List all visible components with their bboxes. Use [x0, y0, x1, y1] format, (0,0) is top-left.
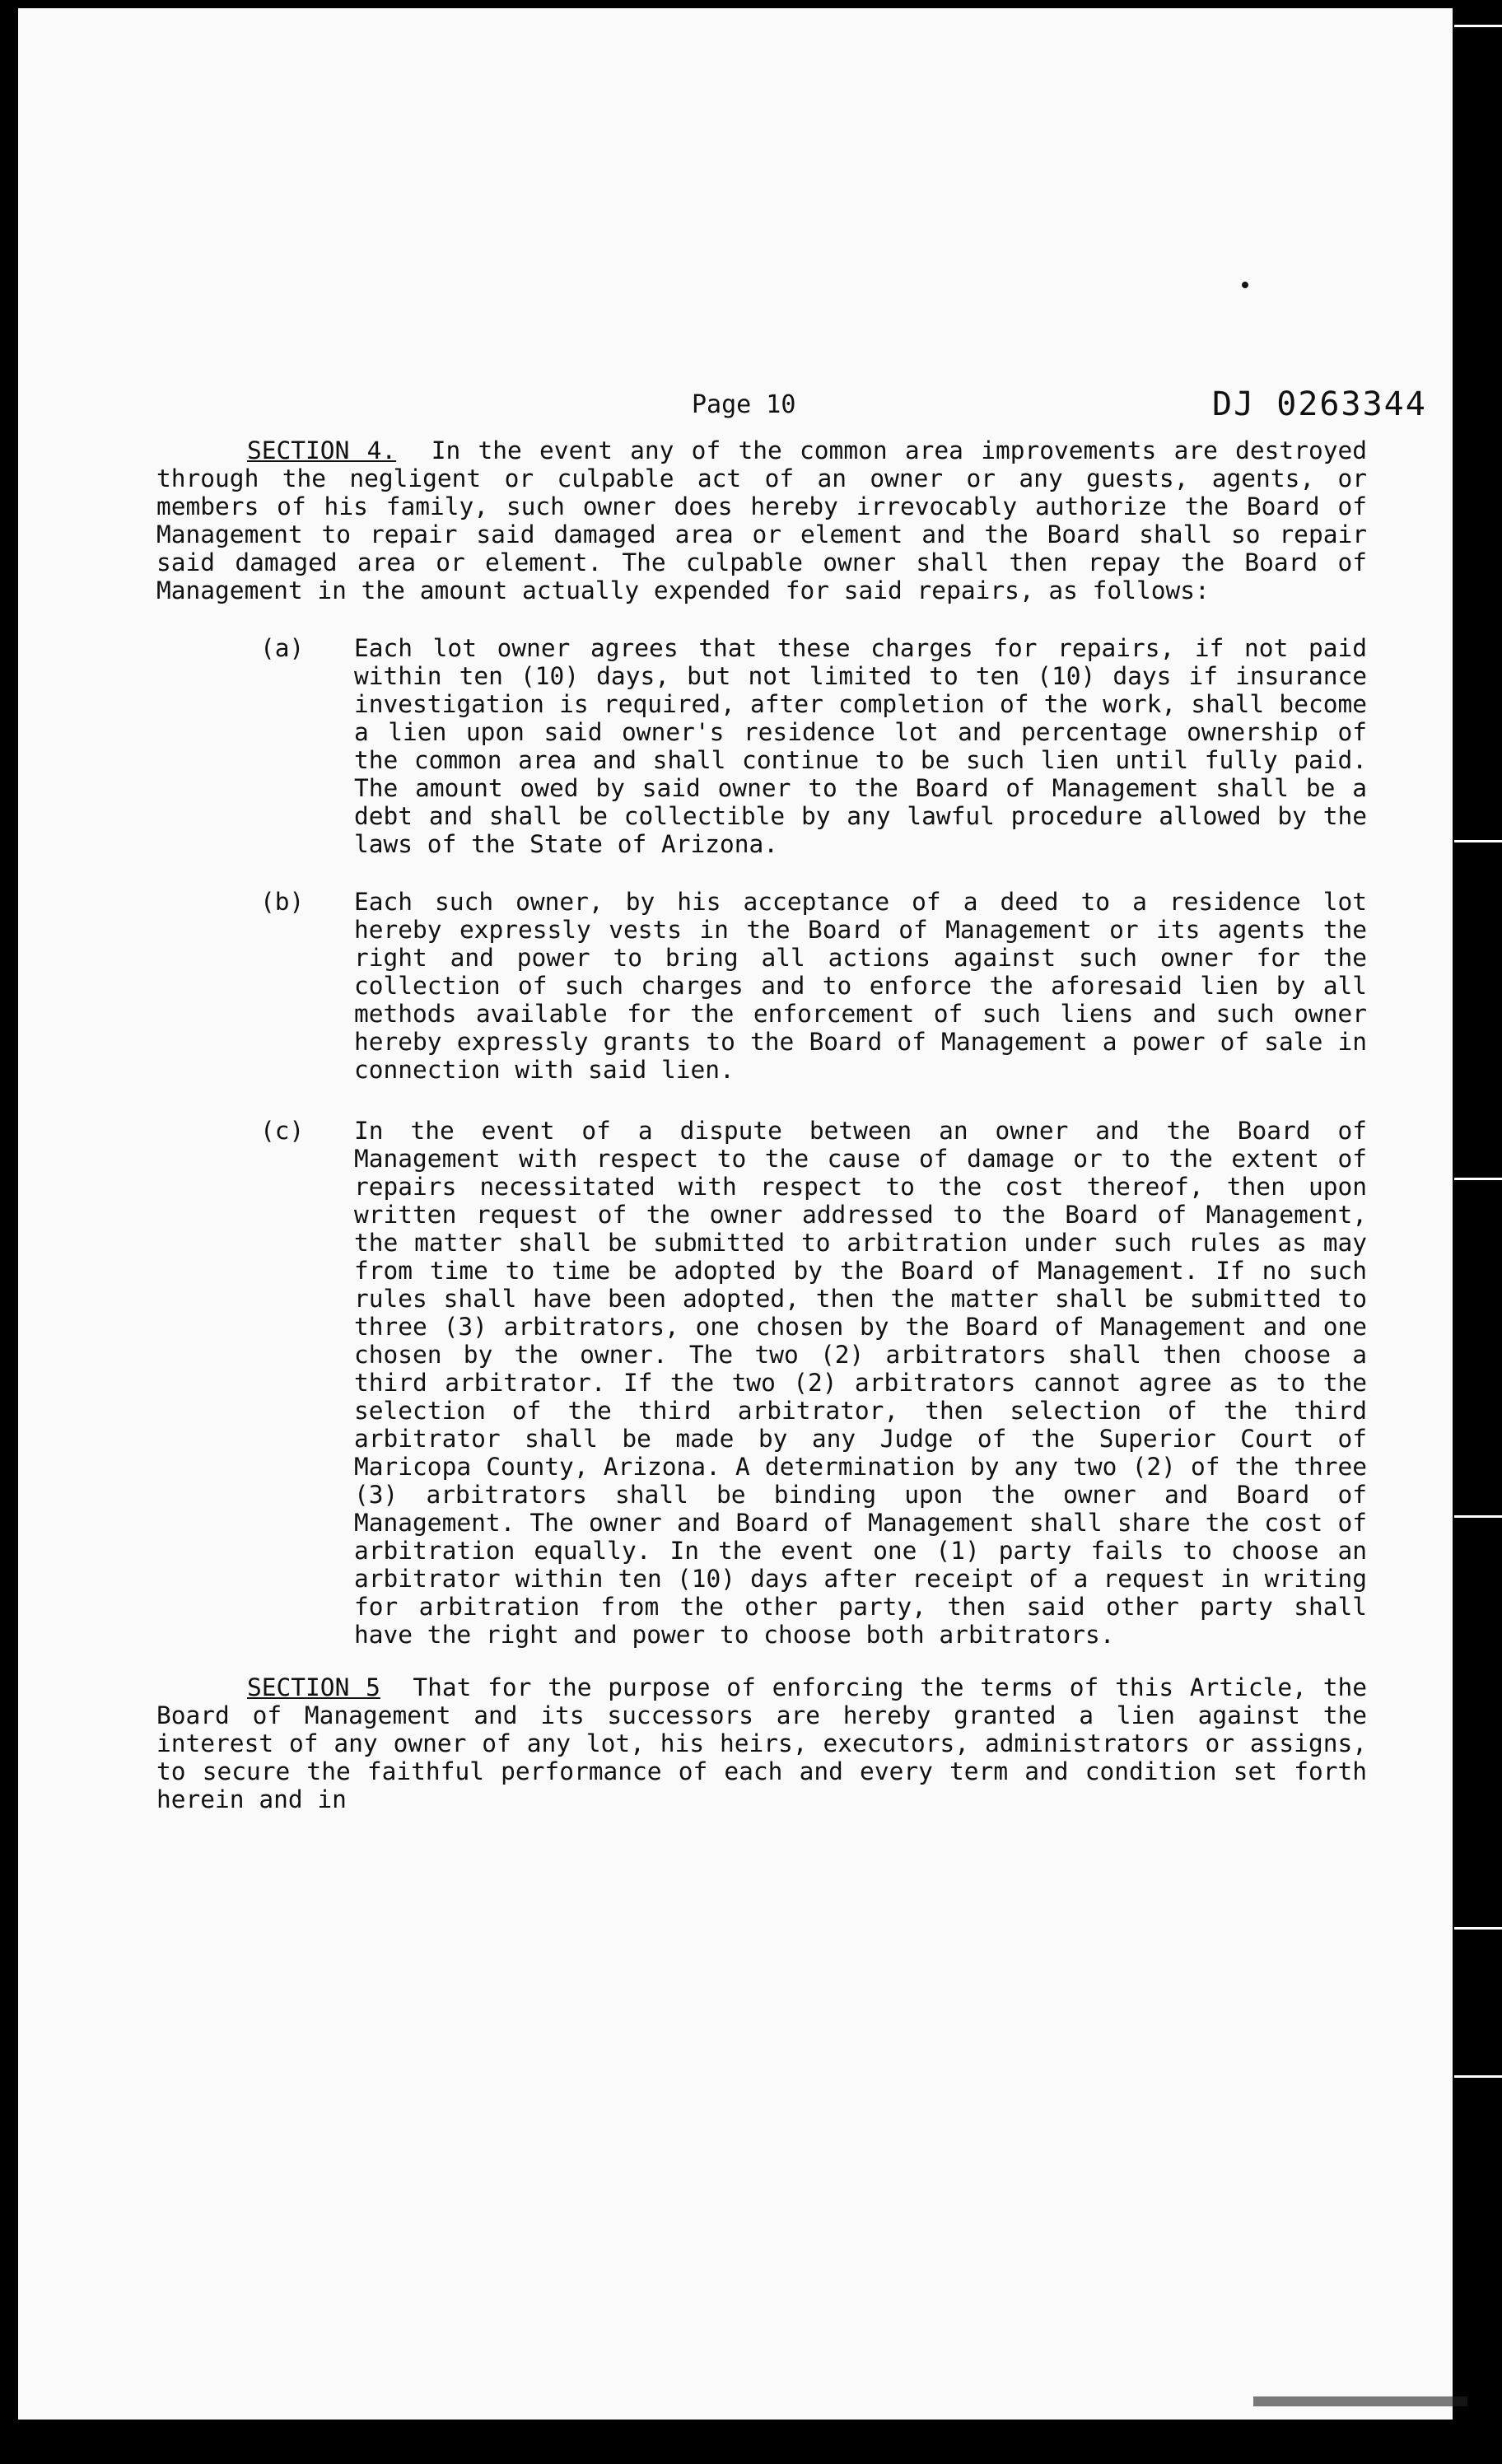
clause-c: [156, 1117, 1367, 1649]
film-edge-mark: [1454, 25, 1502, 27]
section-4-paragraph: [156, 436, 1367, 604]
clause-a-text: Each lot owner agrees that these charges for repairs, if not paid within ten (10) days, but not limited to ten (10) days if insurance investigation is required, after completion of the work, shall become a lien upon said owner's residence lot and percentage ownership of the common area and shall continue to be such lien until fully paid. The amount owed by said owner to the Board of Management shall be a debt and shall be collectible by any lawful procedure allowed by the laws of the State of Arizona.: [354, 634, 1367, 858]
clause-a-label: (a): [260, 634, 305, 662]
section-5-text: That for the purpose of enforcing the terms of this Article, the Board of Management and its successors are hereby granted a lien against the interest of any owner of any lot, his heirs, executors, administrators or assigns, to secure the faithful performance of each and every term and condition set forth herein and in: [156, 1673, 1367, 1813]
scan-smudge: [1253, 2396, 1467, 2406]
film-edge-mark: [1454, 840, 1502, 842]
section-5-heading: SECTION 5: [247, 1673, 380, 1701]
film-edge-mark: [1454, 1515, 1502, 1518]
clause-c-label: (c): [260, 1117, 305, 1145]
clause-b-text: Each such owner, by his acceptance of a deed to a residence lot hereby expressly vests in the Board of Management or its agents the right and power to bring all actions against such owner for the collection of such charges and to enforce the aforesaid lien by all methods available for the enforcement of such liens and such owner hereby expressly grants to the Board of Management a power of sale in connection with said lien.: [354, 888, 1367, 1084]
film-edge-mark: [1454, 2075, 1502, 2078]
section-4-text: In the event any of the common area improvements are destroyed through the negligent or culpable act of an owner or any guests, agents, or members of his family, such owner does hereby irrevocably authorize the Board of Management to repair said damaged area or element and the Board shall so repair said damaged area or element. The culpable owner shall then repay the Board of Management in the amount actually expended for said repairs, as follows:: [156, 436, 1367, 604]
film-edge-mark: [1454, 1927, 1502, 1930]
clause-a: [156, 634, 1367, 858]
document-page: [18, 8, 1453, 2420]
ink-dot: [1242, 282, 1248, 288]
document-number: DJ 0263344: [1212, 385, 1427, 423]
clause-c-text: In the event of a dispute between an owner and the Board of Management with respect to the cause of damage or to the extent of repairs necessitated with respect to the cost thereof, then upon written request of the owner addressed to the Board of Management, the matter shall be submitted to arbitration under such rules as may from time to time be adopted by the Board of Management. If no such rules shall have been adopted, then the matter shall be submitted to three (3) arbitrators, one chosen by the Board of Management and one chosen by the owner. The two (2) arbitrators shall then choose a third arbitrator. If the two (2) arbitrators cannot agree as to the selection of the third arbitrator, then selection of the third arbitrator shall be made by any Judge of the Superior Court of Maricopa County, Arizona. A determination by any two (2) of the three (3) arbitrators shall be binding upon the owner and Board of Management. The owner and Board of Management shall share the cost of arbitration equally. In the event one (1) party fails to choose an arbitrator within ten (10) days after receipt of a request in writing for arbitration from the other party, then said other party shall have the right and power to choose both arbitrators.: [354, 1117, 1367, 1649]
clause-b: [156, 888, 1367, 1084]
section-5-paragraph: [156, 1673, 1367, 1813]
clause-b-label: (b): [260, 888, 305, 916]
film-edge-mark: [1454, 1178, 1502, 1180]
section-4-heading: SECTION 4.: [247, 436, 397, 464]
document-body: [156, 436, 1367, 1813]
page-number: Page 10: [692, 390, 796, 419]
